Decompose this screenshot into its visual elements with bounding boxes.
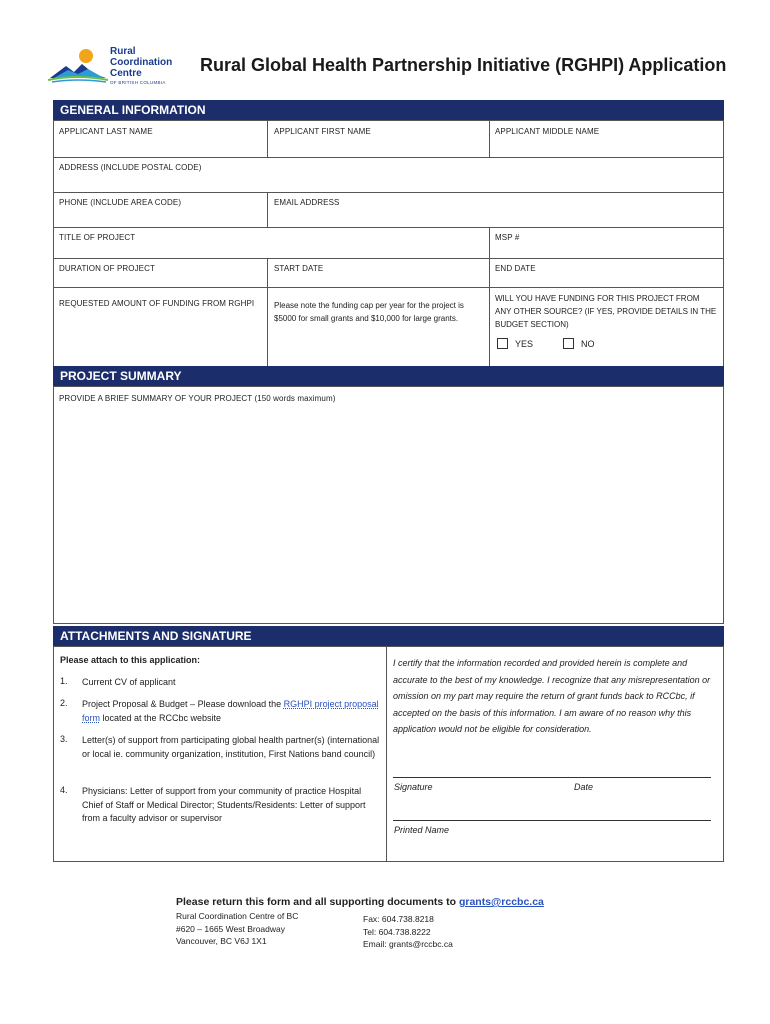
summary-prompt: PROVIDE A BRIEF SUMMARY OF YOUR PROJECT (150 words maximum) xyxy=(59,394,336,403)
signature-line[interactable] xyxy=(393,777,711,778)
funding-note: Please note the funding cap per year for the project is $5000 for small grants and $10,000 for large grants. xyxy=(274,301,464,323)
list-item-number: 4. xyxy=(60,785,68,795)
certification-statement: I certify that the information recorded and provided herein is complete and accurate to the best of my knowledge. I recognize that any misrepresentation or omission on my part may require the return of grant funds back to RCCbc, if accepted on the basis of this information. I am aware of no reason why this application would not be eligible for consideration. xyxy=(393,658,711,734)
end-date-label: END DATE xyxy=(495,264,536,273)
list-item: Current CV of applicant xyxy=(82,677,176,687)
printed-name-line[interactable] xyxy=(393,820,711,821)
list-item-number: 2. xyxy=(60,698,68,708)
logo-text: Rural Coordination Centre xyxy=(110,46,173,79)
no-label: NO xyxy=(581,339,595,349)
other-source-question: WILL YOU HAVE FUNDING FOR THIS PROJECT FROM ANY OTHER SOURCE? (IF YES, PROVIDE DETAILS IN THE BUDGET SECTION) xyxy=(495,294,717,329)
applicant-middle-name-label: APPLICANT MIDDLE NAME xyxy=(495,127,600,136)
yes-label: YES xyxy=(515,339,534,349)
email-label: EMAIL ADDRESS xyxy=(274,198,340,207)
list-item: Physicians: Letter of support from your community of practice Hospital Chief of Staff or Medical Director; Students/Residents: Letter of support from a faculty advisor or supervisor xyxy=(82,786,366,823)
list-item: Letter(s) of support from participating global health partner(s) (international or local ie. community organization, institution, First Nations band council) xyxy=(82,735,380,759)
address-label: ADDRESS (INCLUDE POSTAL CODE) xyxy=(59,163,202,172)
page-title: Rural Global Health Partnership Initiative (RGHPI) Application xyxy=(200,55,727,75)
list-item: Project Proposal & Budget – Please download the RGHPI project proposal form located at the RCCbc website xyxy=(82,699,379,723)
funding-amount-label: REQUESTED AMOUNT OF FUNDING FROM RGHPI xyxy=(59,299,255,308)
attach-intro: Please attach to this application: xyxy=(60,655,201,665)
duration-label: DURATION OF PROJECT xyxy=(59,264,155,273)
msp-label: MSP # xyxy=(495,233,520,242)
list-item-number: 3. xyxy=(60,734,68,744)
project-title-label: TITLE OF PROJECT xyxy=(59,233,136,242)
attachments-header: ATTACHMENTS AND SIGNATURE xyxy=(53,626,724,646)
no-checkbox[interactable] xyxy=(563,338,574,349)
signature-label: Signature xyxy=(394,782,433,792)
applicant-last-name-label: APPLICANT LAST NAME xyxy=(59,127,153,136)
rghpi-proposal-form-link[interactable]: RGHPI project proposal form xyxy=(82,699,379,723)
logo-subtext: OF BRITISH COLUMBIA xyxy=(110,80,166,85)
footer-contact: Fax: 604.738.8218 Tel: 604.738.8222 Email: grants@rccbc.ca xyxy=(363,914,453,949)
grants-email-link[interactable]: grants@rccbc.ca xyxy=(458,896,544,908)
start-date-label: START DATE xyxy=(274,264,324,273)
project-summary-box[interactable] xyxy=(53,386,724,624)
yes-checkbox[interactable] xyxy=(497,338,508,349)
applicant-first-name-label: APPLICANT FIRST NAME xyxy=(274,127,371,136)
general-info-header: GENERAL INFORMATION xyxy=(53,100,724,120)
date-label: Date xyxy=(574,782,594,792)
project-summary-header: PROJECT SUMMARY xyxy=(53,366,724,386)
return-instructions: Please return this form and all supporting documents to grants@rccbc.ca xyxy=(176,896,544,908)
printed-name-label: Printed Name xyxy=(394,825,450,835)
phone-label: PHONE (INCLUDE AREA CODE) xyxy=(59,198,182,207)
footer-address: Rural Coordination Centre of BC #620 – 1665 West Broadway Vancouver, BC V6J 1X1 xyxy=(176,911,299,946)
list-item-number: 1. xyxy=(60,676,68,686)
